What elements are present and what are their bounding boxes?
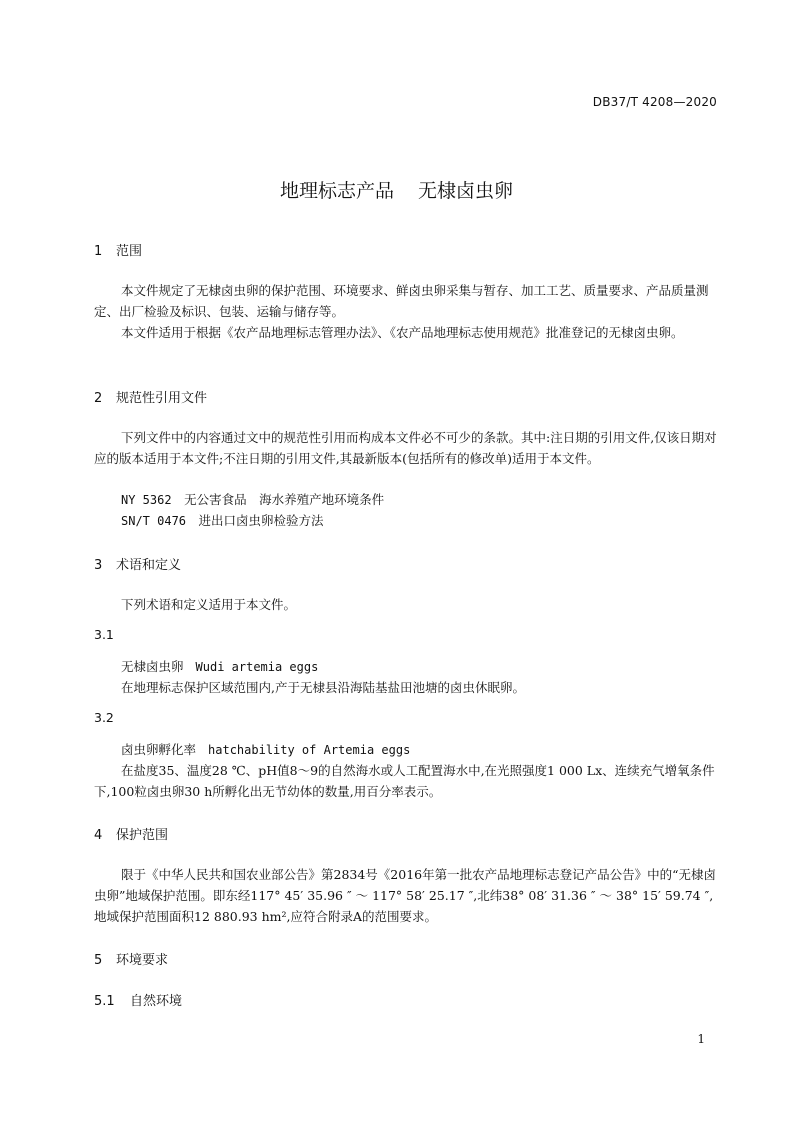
reference-code: NY 5362 xyxy=(121,493,172,507)
section-1-paragraph-2: 本文件适用于根据《农产品地理标志管理办法》、《农产品地理标志使用规范》批准登记的无棣卤虫卵。 xyxy=(121,325,684,340)
term-english: Wudi artemia eggs xyxy=(195,660,319,674)
section-4-heading xyxy=(94,824,168,843)
term-chinese: 卤虫卵孵化率 xyxy=(121,742,197,757)
reference-title: 无公害食品 海水养殖产地环境条件 xyxy=(184,492,385,507)
section-number: 3 xyxy=(94,558,103,573)
section-number: 4 xyxy=(94,828,103,843)
section-1-paragraph-1: 本文件规定了无棣卤虫卵的保护范围、环境要求、鲜卤虫卵采集与暂存、加工工艺、质量要求、产品质量测定、出厂检验及标识、包装、运输与储存等。 xyxy=(94,283,709,319)
section-title: 保护范围 xyxy=(116,828,169,843)
section-4-paragraph-1: 限于《中华人民共和国农业部公告》第2834号《2016年第一批农产品地理标志登记产品公告》中的“无棣卤虫卵”地域保护范围。即东经117° 45′ 35.96 ″ ～ 117° 58′ 25.17 ″,北纬38° 08′ 31.36 ″ ～ 38° 15′ 59.74 ″,地域保护范围面积12 880.93 hm²,应符合附录A的范围要求。 xyxy=(94,867,717,924)
term-3-2 xyxy=(121,740,410,758)
section-5-heading xyxy=(94,949,168,968)
section-2-paragraph-1: 下列文件中的内容通过文中的规范性引用而构成本文件必不可少的条款。其中:注日期的引用文件,仅该日期对应的版本适用于本文件;不注日期的引用文件,其最新版本(包括所有的修改单)适用于本文件。 xyxy=(94,430,717,466)
term-3-1-definition: 在地理标志保护区域范围内,产于无棣县沿海陆基盐田池塘的卤虫休眠卵。 xyxy=(121,680,525,695)
term-english: hatchability of Artemia eggs xyxy=(208,743,411,757)
term-chinese: 无棣卤虫卵 xyxy=(121,659,184,674)
subsection-title: 自然环境 xyxy=(130,994,183,1009)
section-number: 1 xyxy=(94,244,103,259)
term-3-2-number: 3.2 xyxy=(94,710,114,725)
document-title xyxy=(0,176,793,203)
term-3-1-number: 3.1 xyxy=(94,627,114,642)
subsection-5-1-heading xyxy=(94,990,182,1009)
section-2-heading xyxy=(94,387,207,406)
section-number: 5 xyxy=(94,953,103,968)
document-code: DB37/T 4208—2020 xyxy=(592,95,717,109)
term-3-2-definition: 在盐度35、温度28 ℃、pH值8～9的自然海水或人工配置海水中,在光照强度1 000 Lx、连续充气增氧条件下,100粒卤虫卵30 h所孵化出无节幼体的数量,用百分率表示。 xyxy=(94,763,715,799)
section-3-heading xyxy=(94,554,181,573)
subsection-number: 5.1 xyxy=(94,994,115,1009)
section-number: 2 xyxy=(94,391,103,406)
page-number: 1 xyxy=(697,1032,705,1046)
section-3-paragraph-1: 下列术语和定义适用于本文件。 xyxy=(121,597,297,612)
section-title: 规范性引用文件 xyxy=(116,391,208,406)
term-3-1 xyxy=(121,657,318,675)
section-title: 环境要求 xyxy=(116,953,169,968)
title-part-2: 无棣卤虫卵 xyxy=(418,180,514,202)
reference-1 xyxy=(121,489,384,511)
reference-code: SN/T 0476 xyxy=(121,514,187,528)
section-title: 术语和定义 xyxy=(116,558,182,573)
title-part-1: 地理标志产品 xyxy=(279,180,394,202)
section-title: 范围 xyxy=(116,244,143,259)
section-1-heading xyxy=(94,240,142,259)
reference-title: 进出口卤虫卵检验方法 xyxy=(198,513,324,528)
reference-2 xyxy=(121,510,324,532)
